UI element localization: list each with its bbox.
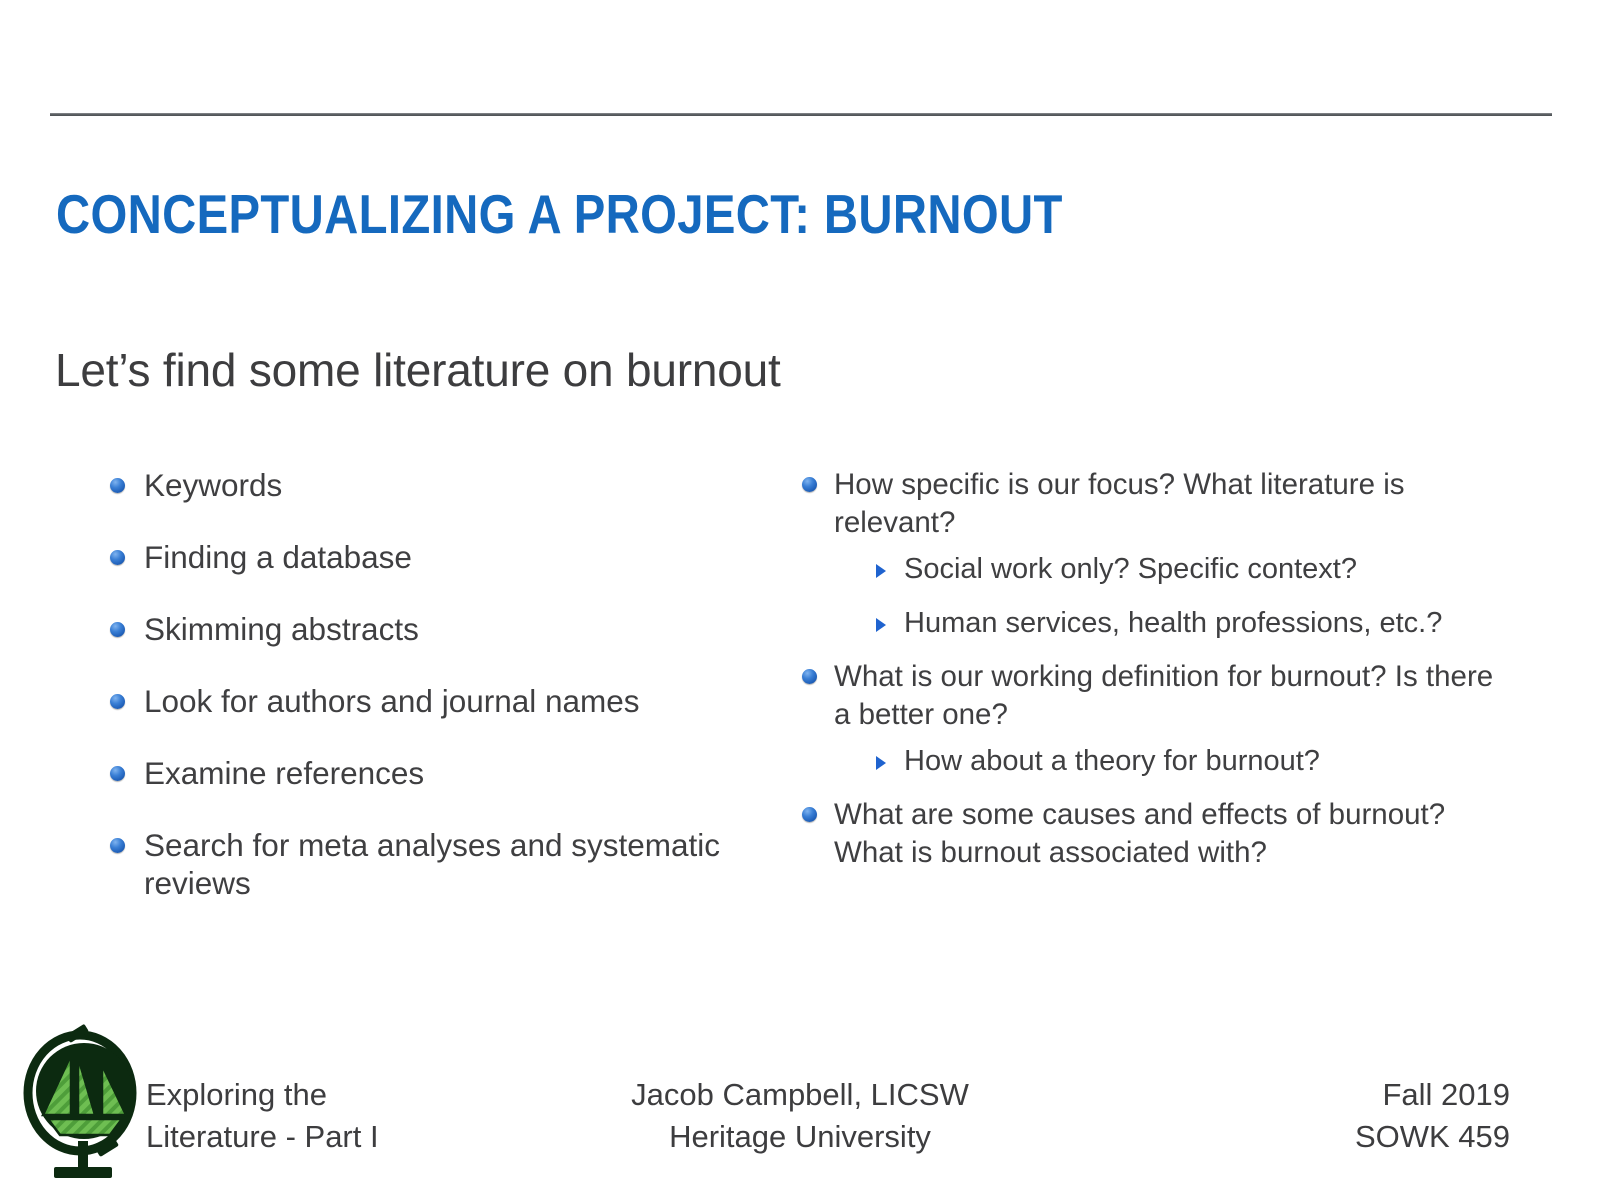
dot-bullet-icon — [110, 550, 125, 565]
footer-center-line1: Jacob Campbell, LICSW — [631, 1077, 969, 1112]
footer-center-line2: Heritage University — [669, 1119, 931, 1154]
footer-center-text — [500, 1074, 1100, 1158]
list-item — [100, 826, 760, 902]
globe-ship-logo-icon — [18, 1023, 138, 1181]
list-item — [100, 610, 760, 648]
list-item-label: Skimming abstracts — [144, 611, 419, 647]
dot-bullet-icon — [802, 807, 817, 822]
footer-left-line1: Exploring the — [146, 1077, 327, 1112]
list-item-label: Search for meta analyses and systematic reviews — [144, 827, 721, 901]
sub-list-item-label: Social work only? Specific context? — [904, 553, 1357, 585]
page-title: CONCEPTUALIZING A PROJECT: BURNOUT — [56, 183, 1063, 245]
footer-right-line2: SOWK 459 — [1354, 1119, 1510, 1154]
header-divider-rule — [50, 113, 1552, 116]
list-item-label: What are some causes and effects of burnout? What is burnout associated with? — [834, 798, 1446, 869]
list-item — [790, 658, 1500, 780]
list-item-label: Keywords — [144, 467, 283, 503]
triangle-bullet-icon — [876, 618, 886, 632]
list-item-label: What is our working definition for burnout? Is there a better one? — [834, 660, 1494, 731]
list-item-label: Finding a database — [144, 539, 412, 575]
dot-bullet-icon — [110, 478, 125, 493]
dot-bullet-icon — [110, 694, 125, 709]
list-item — [100, 754, 760, 792]
sub-list-item — [834, 550, 1500, 588]
list-item-label: Examine references — [144, 755, 425, 791]
sub-bullet-list — [834, 742, 1500, 780]
footer-left-text — [146, 1074, 379, 1158]
dot-bullet-icon — [110, 766, 125, 781]
list-item — [100, 538, 760, 576]
list-item — [100, 466, 760, 504]
right-column — [790, 466, 1500, 883]
dot-bullet-icon — [110, 838, 125, 853]
triangle-bullet-icon — [876, 564, 886, 578]
slide-subtitle: Let’s find some literature on burnout — [55, 344, 781, 396]
left-bullet-list — [100, 466, 760, 902]
right-bullet-list — [790, 466, 1500, 872]
dot-bullet-icon — [110, 622, 125, 637]
footer-left-line2: Literature - Part I — [146, 1119, 379, 1154]
sub-bullet-list — [834, 550, 1500, 642]
list-item-label: How specific is our focus? What literature is relevant? — [834, 468, 1405, 539]
sub-list-item — [834, 742, 1500, 780]
list-item — [790, 796, 1500, 872]
slide-footer — [0, 1015, 1600, 1200]
sub-list-item-label: How about a theory for burnout? — [904, 745, 1320, 777]
left-column — [100, 466, 760, 936]
footer-right-line1: Fall 2019 — [1382, 1077, 1510, 1112]
list-item-label: Look for authors and journal names — [144, 683, 640, 719]
list-item — [100, 682, 760, 720]
triangle-bullet-icon — [876, 756, 886, 770]
dot-bullet-icon — [802, 477, 817, 492]
footer-right-text — [1355, 1074, 1510, 1158]
list-item — [790, 466, 1500, 642]
sub-list-item-label: Human services, health professions, etc.? — [904, 607, 1443, 639]
sub-list-item — [834, 604, 1500, 642]
dot-bullet-icon — [802, 669, 817, 684]
